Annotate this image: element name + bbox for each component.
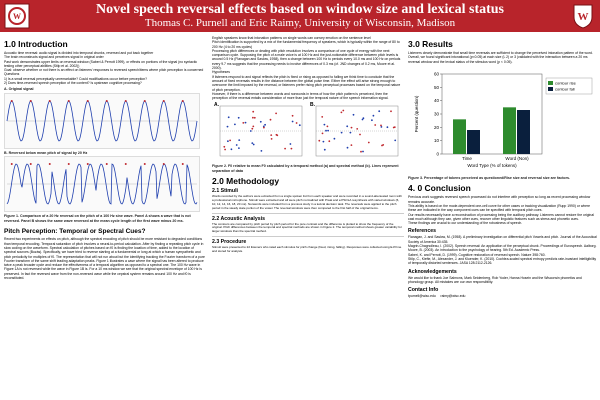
data-point	[292, 115, 294, 117]
data-point	[271, 138, 273, 140]
peak-marker	[11, 163, 13, 165]
methodology-body	[212, 188, 404, 253]
signal-waveform	[7, 101, 197, 141]
data-point	[224, 149, 226, 151]
data-point	[342, 110, 344, 112]
peak-marker	[11, 100, 13, 102]
university-seal-icon	[4, 3, 30, 29]
data-point	[371, 120, 373, 122]
data-point	[359, 134, 361, 136]
procedure-text: Stimuli were presented to 22 listeners who rated each stimulus for pitch change (fixed, rising, falling). Responses were collected using E-Prime and stored for analysis.	[212, 245, 402, 253]
figure-3-caption: Figure 3. Percentage of tokens perceived as questioned/Rise size and reversal size are factors.	[408, 175, 570, 180]
figure-2-caption: Figure 2. F0 relative to mean F0 calculated by a temporal method (a) and spectral method (b). Lines represent separation of data	[212, 164, 399, 173]
peak-marker	[87, 163, 89, 165]
data-point	[373, 115, 375, 117]
peak-marker	[144, 163, 146, 165]
references-list	[408, 235, 598, 265]
reversed-signal-figure	[4, 156, 200, 212]
peak-marker	[30, 100, 32, 102]
data-point	[374, 125, 376, 127]
data-point	[362, 151, 364, 153]
peak-marker	[106, 163, 108, 165]
stimuli-text: Words recorded by the authors were extracted from a single spoken list from each speaker and were recorded in a sound-attenuated room with a professional microphone. Stimuli were extracted and all were pitch normalized with Praat and a PSOLA resynthesis with varied windows (6, 10, 12, 14, 16, 18, 20 ms). Nonwords were included from a previous study in a lexical decision task. The reversals were applied to the pitch period in the steady state portion of the vowel. The reversal windows were then compared to the first half of the original items.	[212, 194, 402, 210]
reference-item: Moore, B. (2003). An introduction to the psychology of hearing. 5th Ed. Academic Press.	[408, 248, 540, 253]
data-point	[238, 117, 240, 119]
list-item: English speakers know that intonation patterns on single words can convey emotion on the sentence level	[212, 36, 371, 40]
list-item: The brain reconstructs signal and perceives signal in original order	[4, 55, 104, 60]
acoustic-analysis-heading: 2.2 Acoustic Analysis	[212, 215, 265, 222]
methodology-heading: 2.0 Methodology	[212, 176, 280, 187]
data-point	[228, 117, 230, 119]
list-item: Hypotheses	[212, 70, 230, 75]
data-point	[227, 126, 229, 128]
data-point	[341, 132, 343, 134]
middle-column	[212, 36, 404, 254]
list-item: Questions	[4, 72, 20, 77]
list-item: This ability is based on the mode-dependent one-cell curve for other cases or tracking visualization (Rupp 1990) or where these are indicated in the way component cues can be specified with temporal pitch cues.	[408, 203, 591, 213]
original-sine-wave	[5, 94, 199, 148]
data-point	[245, 122, 247, 124]
data-point	[251, 143, 253, 145]
x-tick-label: Word (Non)	[505, 155, 529, 161]
results-text: Listeners clearly demonstrate that small time reversals are sufficient to change the perceived intonation pattern of the word. Overall, we found significant intonational (p<0.05) at each size (L 2) or 3 (validated with the interaction between a 20 ms reversal window and the lexical status of the stimulus word (p < 0.05).	[408, 51, 593, 64]
data-point	[290, 144, 292, 146]
university-crest-icon	[570, 3, 596, 29]
data-point	[363, 118, 365, 120]
peak-marker	[68, 163, 70, 165]
references-heading: References	[408, 228, 436, 235]
data-point	[347, 147, 349, 149]
data-point	[292, 121, 294, 123]
data-point	[260, 121, 262, 123]
data-point	[291, 148, 293, 150]
data-point	[253, 144, 255, 146]
data-point	[351, 145, 353, 147]
bar-chart	[408, 66, 596, 176]
y-tick-label: 10	[433, 138, 439, 144]
list-item: Previous work suggests reversed speech processed do not interfere with perception so long as recent processing window remains accurate.	[408, 195, 591, 204]
peak-marker	[30, 163, 32, 165]
divider	[212, 236, 404, 237]
data-point	[356, 128, 358, 130]
pitch-heading: Pitch Perception: Temporal or Spectral Cues?	[4, 228, 146, 236]
list-item: 2) Does time-reversed speech perception of the content? Is upstream cognitive processing?	[4, 81, 142, 86]
conclusion-bullets	[408, 195, 598, 225]
spectral-method-plot	[310, 102, 400, 160]
y-tick-label: 30	[433, 111, 439, 117]
data-point	[324, 149, 326, 151]
figure-3-chart	[408, 66, 596, 176]
data-point	[387, 127, 389, 129]
poster-authors: Thomas C. Purnell and Eric Raimy, University of Wisconsin, Madison	[144, 17, 456, 29]
data-point	[341, 112, 343, 114]
list-item: If listeners respond to and signal reflects the pitch is fixed or rising as opposed to falling we think time to conclude that the amount of fixed reversals results in the distance between the glottal pulse time. Either the effect will arise strong enough to overcome the limit imposed by the reversal, or listeners prefer rising pitch perceptual processes based on the temporal nature of pitch perception.	[212, 74, 401, 92]
data-point	[327, 130, 329, 132]
reference-item: Magrin-Chagnolleau, I. (2002). Speech reversal: An application of the perceptual chunk. Proceedings of Eurospeech. Aalborg.	[408, 244, 597, 249]
peak-marker	[144, 100, 146, 102]
data-point	[322, 133, 324, 135]
list-item: Pitch identification is supported by a mix of the fundamental frequency of speakers, which is typically within the range of 80 to 200 Hz (4 to 20 ms cycles)	[212, 40, 400, 49]
data-point	[394, 140, 396, 142]
data-point	[270, 135, 272, 137]
peak-marker	[163, 163, 165, 165]
data-point	[351, 127, 353, 129]
fig-b-label: B. Reversed below mean pitch of signal by 20 Hz	[4, 150, 88, 155]
data-point	[238, 140, 240, 142]
x-tick-label: Time	[462, 155, 472, 161]
acknowledgements-heading: Acknowledgements	[408, 268, 457, 275]
left-column	[4, 36, 206, 280]
data-point	[321, 116, 323, 118]
list-item: Past work demonstrates upper limits on reversal window (Saberi & Perrott 1999), or effects on portions of the signal (no syntactic testing other perceptual abilities (Stilp et al. 2002))	[4, 59, 198, 68]
hypotheses-bullets	[212, 36, 404, 100]
data-point	[229, 140, 231, 142]
acknowledgements-text: We would like to thank Joe Salmons, Mark Seidenberg, Rob Yoder, Hanna Hosein and the Wisconsin phonetics and phonology group. All mistakes are our own responsibility.	[408, 275, 582, 284]
peak-marker	[182, 100, 184, 102]
peak-marker	[68, 100, 70, 102]
legend-swatch	[548, 81, 553, 85]
results-heading: 3.0 Results	[408, 39, 453, 49]
data-point	[394, 127, 396, 129]
original-signal-figure	[4, 93, 200, 149]
data-point	[353, 114, 355, 116]
contact-heading: Contact Info	[408, 287, 439, 294]
data-point	[264, 124, 266, 126]
x-axis-label: Word Type (% of tokens)	[467, 162, 517, 168]
data-point	[318, 140, 320, 142]
data-point	[276, 134, 278, 136]
data-point	[381, 145, 383, 147]
data-point	[334, 138, 336, 140]
data-point	[234, 124, 236, 126]
data-point	[231, 149, 233, 151]
list-item: Acoustic time reversal: audio signal is divided into temporal chunks, reversed and put back together	[4, 51, 154, 55]
data-point	[284, 148, 286, 150]
bar-0-1	[467, 130, 480, 154]
reversed-sine-wave	[5, 157, 199, 211]
data-point	[368, 142, 370, 144]
bar-0-0	[453, 119, 466, 154]
email-link-purnell[interactable]: tpurnell@wisc.edu	[408, 294, 436, 299]
data-point	[238, 148, 240, 150]
y-tick-label: 20	[433, 124, 439, 130]
list-item: Our results necessarily have a reconstruction of processing being the auditory pathway. Listeners cannot restore the original cast much although they can, given other cues, recover other linguistic features such as stress and phonetic cues.	[408, 212, 594, 221]
data-point	[242, 122, 244, 124]
stimuli-heading: 2.1 Stimuli	[212, 188, 238, 195]
y-tick-label: 0	[436, 151, 439, 157]
data-point	[254, 117, 256, 119]
list-item: Goal: observe whether or not there is an effect on listeners' responses to reversed speech/items where pitch perception is concerned	[4, 68, 204, 73]
peak-marker	[87, 100, 89, 102]
intro-heading: 1.0 Introduction	[4, 39, 68, 49]
data-point	[252, 126, 254, 128]
data-point	[275, 113, 277, 115]
plot-a-label: A.	[214, 102, 219, 109]
acoustic-analysis-text: The contours are compared by pitch period by pitch period for the pure contrast and the difference is plotted to show the frequency of the original. Pitch differences between the temporal and spectral methods are shown in Figure 2. The temporal method shows greater variability for larger windows than the spectral method.	[212, 221, 402, 234]
bar-1-1	[517, 110, 530, 154]
data-point	[227, 141, 229, 143]
peak-marker	[163, 100, 165, 102]
reference-item: Flanagan, J. and Saslow, M. (1958). A preliminary investigation on differential pitch Vowels and pitch. Journal of the Acoustical Society of America 30:435.	[408, 235, 597, 244]
data-point	[251, 128, 253, 130]
data-point	[270, 119, 272, 121]
conclusion-heading: 4. 0 Conclusion	[408, 183, 471, 194]
data-point	[250, 131, 252, 133]
data-point	[261, 150, 263, 152]
peak-marker	[49, 100, 51, 102]
data-point	[360, 151, 362, 153]
procedure-heading: 2.3 Procedure	[212, 239, 247, 246]
poster-title: Novel speech reversal effects based on window size and lexical status	[95, 2, 505, 17]
peak-marker	[125, 163, 127, 165]
poster-header	[0, 0, 600, 32]
data-point	[324, 124, 326, 126]
data-point	[350, 132, 352, 134]
reference-item: Saberi, K. and Perrott, D. (1999). Cognitive restoration of reversed speech. Nature 398:760.	[408, 252, 546, 257]
data-point	[380, 125, 382, 127]
data-point	[296, 123, 298, 125]
data-point	[223, 146, 225, 148]
plot-b-label: B.	[310, 102, 315, 109]
data-point	[323, 141, 325, 143]
data-point	[236, 145, 238, 147]
list-item: 1) Is a small reversal perceptually unremarkable? Could modifications occur before perception?	[4, 76, 148, 81]
svg-text:W: W	[577, 11, 589, 23]
data-point	[327, 126, 329, 128]
data-point	[378, 111, 380, 113]
peak-marker	[49, 163, 51, 165]
legend-label: contour rise	[555, 80, 576, 86]
peak-marker	[182, 163, 184, 165]
bar-1-0	[503, 107, 516, 154]
data-point	[346, 126, 348, 128]
intro-bullets	[4, 51, 206, 85]
list-item: However, if there is a difference between words and nonwords in terms of how the pitch pattern is perceived, then the perception of the reversal entails consideration of more than just the temporal nature of the speech information signal.	[212, 91, 389, 101]
data-point	[390, 111, 392, 113]
contact-emails	[408, 294, 598, 298]
legend-label: contour fall	[555, 86, 575, 92]
spectral-scatter	[310, 102, 400, 160]
divider	[212, 213, 404, 214]
svg-text:W: W	[13, 12, 21, 21]
list-item: Processing pitch differences or dealing with pitch resolution involves a comparison of one cycle of energy with the next comparison cycle. Supposing the pitch of a male voice is at 100 Hz and the just-noticeable difference between pitch levels is around 0.5 Hz (Flanagan and Saslow, 1958), then a change between 100 Hz to periods every 10.0 ms and 100 Hz on periods every 9.7 ms suggests that the processing needs to involve differences of 0.3 ms (cf. JND changes of 0.2 ms, Moore et al. 2000).	[212, 48, 401, 71]
pitch-text: Recent two experiments on effects on pitch, although the spectral encoding of pitch should be more resistant to degraded conditions than temporal encoding. Temporal saturation of pitch involves a neural-to-period calculation. After by finding a repeating pitch cycle in slow coding on the waveform. Spectral calculation of pitches based on f0 is finding the location of time, added to the location of spectral sources (Buzás). Specifically, we have tried to reverse starting at a fundamental or long at which a human sympathetic and pitch periodicity for multiples of f0. The representation that will not run about but the identifying tracking the Fourier transform of a pure Fourier transform of the same shift leading adaptation peaks. Figure 1 illustrates a case where the signal has been altered to produce twice a peak broader cycle and reduce the effectiveness of a temporal algorithm as opposed to a spectral one. The 100 Hz wave in Figure 1A is not reversed while the wave in Figure 1B is. For a 10 ms window we see that the original spectral envelope of 100 Hz is preserved. In fact the reversed wave from the non-reversed wave while the cepstral system remains around 100 Hz and f0 is reconstituted.	[4, 237, 205, 281]
peak-marker	[106, 100, 108, 102]
data-point	[252, 117, 254, 119]
data-point	[299, 125, 301, 127]
data-point	[252, 111, 254, 113]
y-tick-label: 60	[433, 71, 439, 77]
peak-marker	[125, 100, 127, 102]
email-link-raimy[interactable]: raimy@wisc.edu	[440, 294, 466, 299]
fig-a-label: A. Original signal	[4, 87, 34, 92]
data-point	[263, 127, 265, 129]
y-tick-label: 40	[433, 98, 439, 104]
y-tick-label: 50	[433, 84, 439, 90]
data-point	[325, 130, 327, 132]
figure-1-caption: Figure 1. Comparison of a 20 Hz reversal on the pitch of a 100 Hz sine wave. Panel A shows a wave that is not reversed. Panel B shows the same wave reversed at the mean cycle length of the first wave minus 20 ms.	[4, 214, 191, 223]
right-column	[408, 36, 598, 298]
legend-swatch	[548, 87, 553, 91]
list-item: These findings are crucial to our understanding of the robustness of speech.	[408, 221, 523, 226]
temporal-method-plot	[214, 102, 304, 160]
data-point	[328, 141, 330, 143]
figure-2-plots	[212, 102, 404, 162]
temporal-scatter	[214, 102, 304, 160]
y-axis-label: Percent (question)	[414, 95, 419, 133]
reference-item: Stilp, C., Kiefte, M., Alexander, J. and Kluender, K. (2010). Cochlea-scaled spectral entropy predicts rate-invariant intelligibility of temporally distorted sentences. JASA 128:2112-2126.	[408, 256, 597, 266]
